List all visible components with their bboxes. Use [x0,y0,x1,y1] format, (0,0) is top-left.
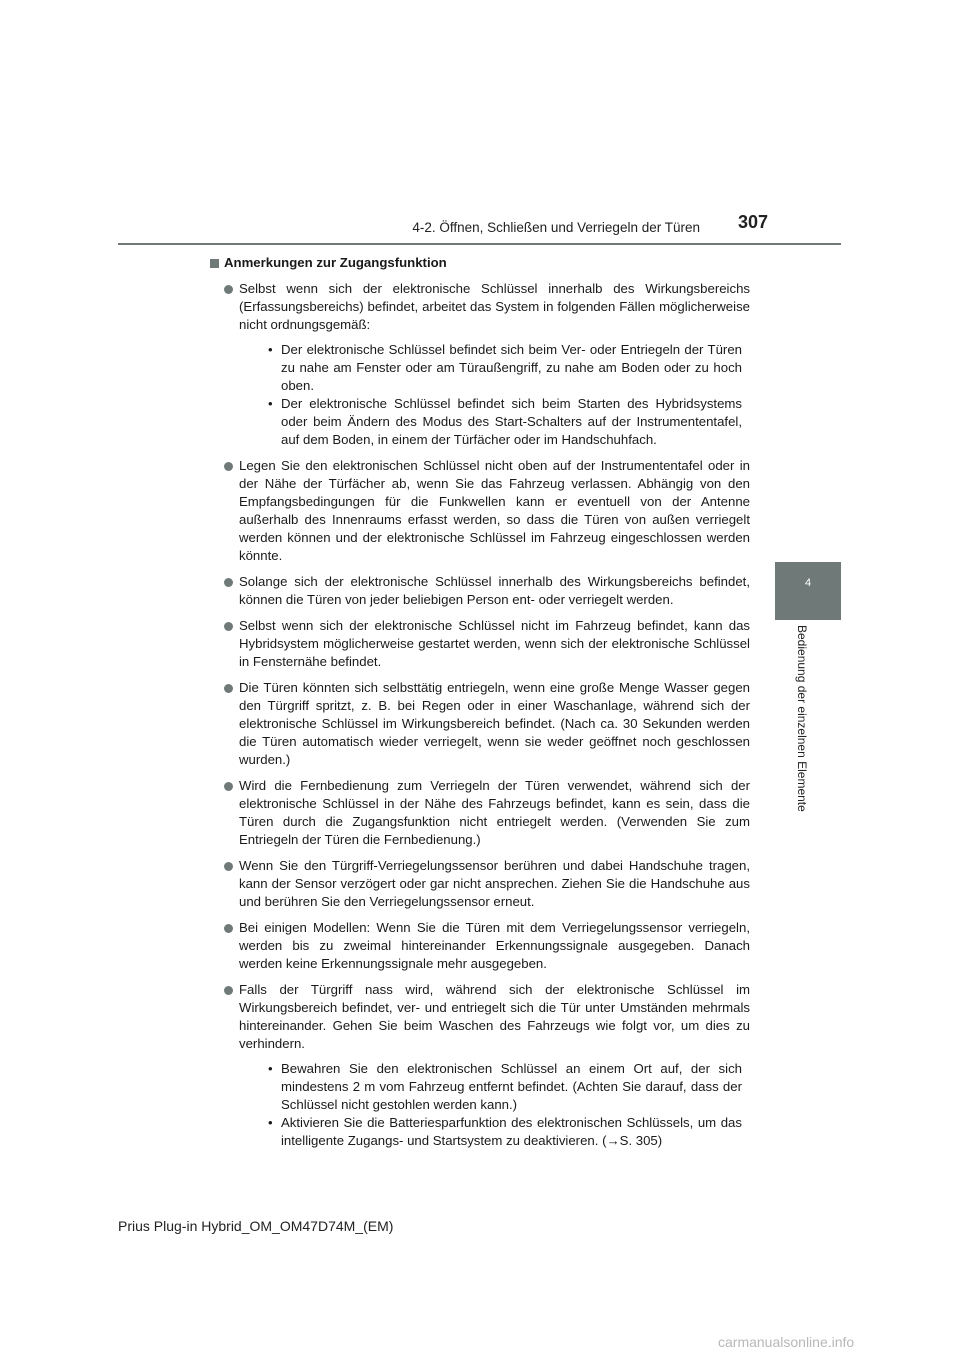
chapter-tab [775,562,841,620]
sub-list-item [239,1060,750,1114]
sub-list-item-text: Der elektronische Schlüssel befindet sich beim Ver- oder Entriegeln der Türen zu nahe am Fenster oder am Türaußengriff, zu nahe am Boden oder zu hoch oben. [281,342,742,393]
dot-bullet-icon: • [268,1115,273,1130]
section-heading: 4-2. Öffnen, Schließen und Verriegeln der Türen [412,220,700,235]
list-item [210,679,750,769]
list-item-text: Legen Sie den elektronischen Schlüssel nicht oben auf der Instrumententafel oder in der Nähe der Türfächer ab, wenn Sie das Fahrzeug verlassen. Abhängig von den Empfangsbedingungen für die Funkwellen kann er eventuell von der Antenne außerhalb des Innenraums erfasst werden, so dass die Türen von außen verriegelt werden können und der elektronische Schlüssel im Fahrzeug eingeschlossen werden könnte. [239,458,750,563]
list-item-text: Wenn Sie den Türgriff-Verriegelungssensor berühren und dabei Handschuhe tragen, kann der Sensor verzögert oder gar nicht ansprechen. Ziehen Sie die Handschuhe aus und berühren Sie den Verriegelungssensor erneut. [239,858,750,909]
list-item-text: Die Türen könnten sich selbsttätig entriegeln, wenn eine große Menge Wasser gegen den Türgriff spritzt, z. B. bei Regen oder in einer Waschanlage, während sich der elektronische Schlüssel im Wirkungsbereich befindet. (Nach ca. 30 Sekunden werden die Türen automatisch wieder verriegelt, wenn sie weder geöffnet noch geschlossen wurden.) [239,680,750,767]
circle-bullet-icon [224,622,233,631]
list-item-text: Wird die Fernbedienung zum Verriegeln der Türen verwendet, während sich der elektronische Schlüssel in der Nähe des Fahrzeugs befindet, kann es sein, dass die Türen durch die Zugangsfunktion nicht entriegelt werden. (Verwenden Sie zum Entriegeln der Türen die Fernbedienung.) [239,778,750,847]
circle-bullet-icon [224,986,233,995]
watermark: carmanualsonline.info [718,1334,855,1350]
circle-bullet-icon [224,782,233,791]
sub-list-item-text: Bewahren Sie den elektronischen Schlüssel an einem Ort auf, der sich mindestens 2 m vom Fahrzeug entfernt befindet. (Achten Sie darauf, dass der Schlüssel nicht gestohlen werden kann.) [281,1061,742,1112]
list-item [210,457,750,565]
section-title-text: Anmerkungen zur Zugangsfunktion [224,255,447,270]
dot-bullet-icon: • [268,342,273,357]
sub-list [239,1060,750,1150]
sub-list-item-text: Der elektronische Schlüssel befindet sich beim Starten des Hybridsystems oder beim Ändern des Modus des Start-Schalters auf der Instrumententafel, auf dem Boden, in einem der Türfächer oder im Handschuhfach. [281,396,742,447]
dot-bullet-icon: • [268,1061,273,1076]
list-item-text: Bei einigen Modellen: Wenn Sie die Türen mit dem Verriegelungssensor verriegeln, werden bis zu zweimal hintereinander Erkennungssignale ausgegeben. Danach werden keine Erkennungssignale mehr ausgegeben. [239,920,750,971]
list-item [210,280,750,449]
list-item-text: Selbst wenn sich der elektronische Schlüssel nicht im Fahrzeug befindet, kann das Hybridsystem möglicherweise gestartet werden, wenn sich der elektronische Schlüssel in Fensternähe befindet. [239,618,750,669]
main-content [210,254,750,1150]
page-number: 307 [738,212,769,232]
sub-list-item [239,395,750,449]
list-item-text: Falls der Türgriff nass wird, während sich der elektronische Schlüssel im Wirkungsbereich befindet, ver- und entriegelt sich die Tür unter Umständen mehrmals hintereinander. Gehen Sie beim Waschen des Fahrzeugs wie folgt vor, um dies zu verhindern. [239,982,750,1051]
list-item [210,857,750,911]
square-bullet-icon [210,259,219,268]
list-item [210,777,750,849]
sub-list-item-text: Aktivieren Sie die Batteriesparfunktion des elektronischen Schlüssels, um das intelligente Zugangs- und Startsystem zu deaktivieren. (→S. 305) [281,1115,742,1148]
list-item-text: Solange sich der elektronische Schlüssel innerhalb des Wirkungsbereichs befindet, können die Türen von jeder beliebigen Person ent- oder verriegelt werden. [239,574,750,607]
sub-list-item [239,341,750,395]
dot-bullet-icon: • [268,396,273,411]
header-divider [118,243,841,245]
list-item [210,919,750,973]
list-item [210,981,750,1150]
chapter-label: Bedienung der einzelnen Elemente [795,625,809,812]
list-item [210,617,750,671]
circle-bullet-icon [224,462,233,471]
circle-bullet-icon [224,578,233,587]
sub-list [239,341,750,449]
section-title [210,254,750,272]
manual-footer: Prius Plug-in Hybrid_OM_OM47D74M_(EM) [118,1218,394,1234]
circle-bullet-icon [224,862,233,871]
sub-list-item [239,1114,750,1150]
circle-bullet-icon [224,684,233,693]
list-item [210,573,750,609]
circle-bullet-icon [224,924,233,933]
circle-bullet-icon [224,285,233,294]
list-item-text: Selbst wenn sich der elektronische Schlüssel innerhalb des Wirkungsbereichs (Erfassungsbereichs) befindet, arbeitet das System in folgenden Fällen möglicherweise nicht ordnungsgemäß: [239,281,750,332]
chapter-number: 4 [804,577,812,589]
